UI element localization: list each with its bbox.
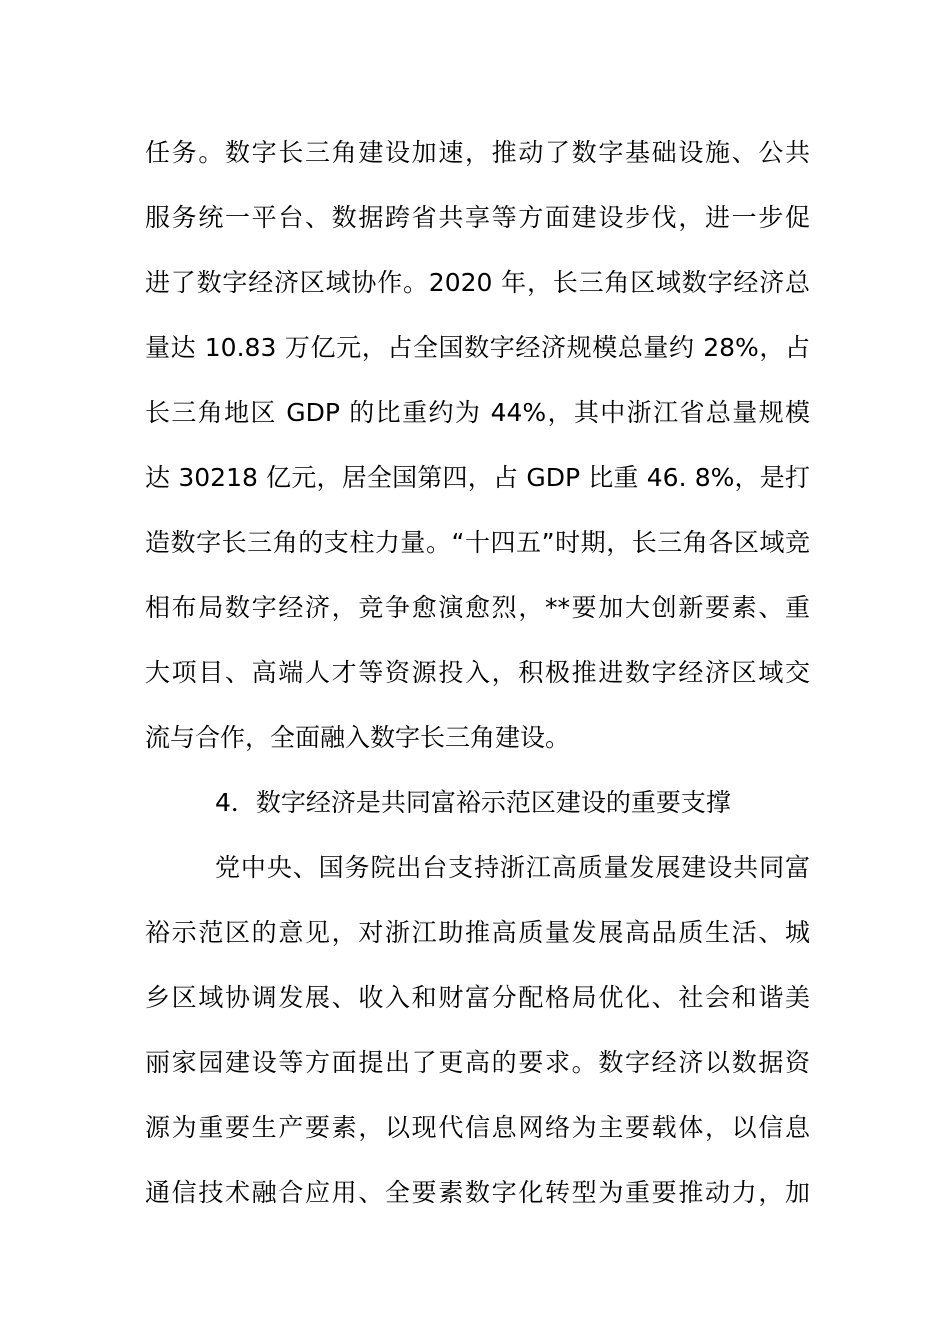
- paragraph-1-line-1: 任务。数字长三角建设加速，推动了数字基础设施、公共: [145, 138, 810, 167]
- paragraph-2-line-5: 源为重要生产要素，以现代信息网络为主要载体，以信息: [145, 1113, 810, 1142]
- paragraph-1-line-3: 进了数字经济区域协作。2020 年，长三角区域数字经济总: [145, 268, 810, 297]
- paragraph-1-line-7: 造数字长三角的支柱力量。“十四五”时期，长三角各区域竞: [145, 528, 810, 557]
- paragraph-1-line-9: 大项目、高端人才等资源投入，积极推进数字经济区域交: [145, 658, 810, 687]
- paragraph-1-line-10: 流与合作，全面融入数字长三角建设。: [145, 723, 571, 752]
- document-body: [145, 120, 810, 1225]
- paragraph-1-line-8: 相布局数字经济，竞争愈演愈烈，**要加大创新要素、重: [145, 593, 810, 622]
- paragraph-2: [145, 835, 810, 1225]
- paragraph-1-line-5: 长三角地区 GDP 的比重约为 44%，其中浙江省总量规模: [145, 398, 810, 427]
- paragraph-1-line-6: 达 30218 亿元，居全国第四，占 GDP 比重 46. 8%，是打: [145, 463, 810, 492]
- paragraph-2-line-6: 通信技术融合应用、全要素数字化转型为重要推动力，加: [145, 1178, 810, 1207]
- paragraph-1: [145, 120, 810, 770]
- section-heading-4: 4．数字经济是共同富裕示范区建设的重要支撑: [215, 788, 731, 817]
- paragraph-2-line-1: 党中央、国务院出台支持浙江高质量发展建设共同富: [215, 853, 810, 882]
- paragraph-1-line-4: 量达 10.83 万亿元，占全国数字经济规模总量约 28%，占: [145, 333, 810, 362]
- paragraph-2-line-3: 乡区域协调发展、收入和财富分配格局优化、社会和谐美: [145, 983, 810, 1012]
- paragraph-2-line-4: 丽家园建设等方面提出了更高的要求。数字经济以数据资: [145, 1048, 810, 1077]
- paragraph-2-line-2: 裕示范区的意见，对浙江助推高质量发展高品质生活、城: [145, 918, 810, 947]
- paragraph-1-line-2: 服务统一平台、数据跨省共享等方面建设步伐，进一步促: [145, 203, 810, 232]
